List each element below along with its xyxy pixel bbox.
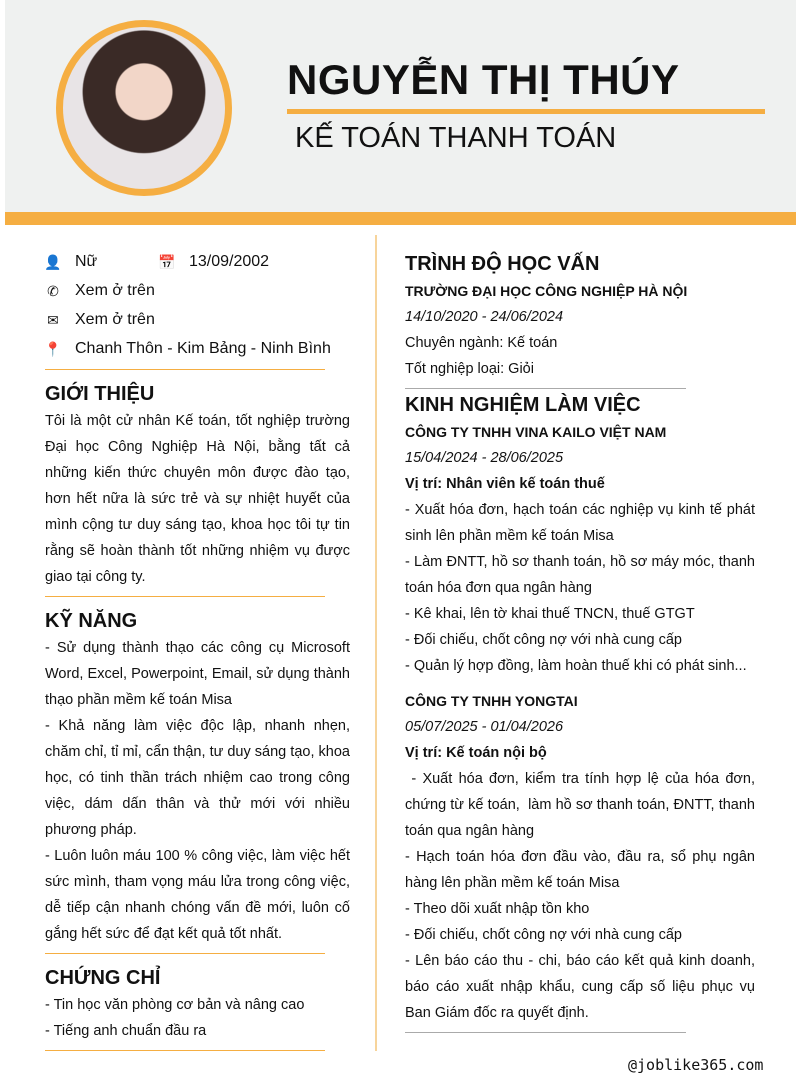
person-icon: 👤: [44, 253, 62, 270]
grade: Tốt nghiệp loại: Giỏi: [405, 361, 534, 377]
job-duty: - Lên báo cáo thu - chi, báo cáo kết quả kinh doanh, báo cáo xuất nhập khẩu, cung cấp số liệu phục vụ Ban Giám đốc ra quyết định.: [405, 953, 755, 1021]
job-duty: - Quản lý hợp đồng, làm hoàn thuế khi có phát sinh...: [405, 658, 747, 674]
job-duty: - Đối chiếu, chốt công nợ với nhà cung cấp: [405, 927, 682, 943]
accent-bar: [5, 212, 796, 225]
address: Chanh Thôn - Kim Bảng - Ninh Bình: [75, 339, 331, 357]
cert-item: - Tin học văn phòng cơ bản và nâng cao: [45, 997, 305, 1013]
job-duty: - Hạch toán hóa đơn đầu vào, đầu ra, sổ phụ ngân hàng lên phần mềm kế toán Misa: [405, 849, 755, 891]
name-underline: [287, 109, 765, 114]
intro-text: Tôi là một cử nhân Kế toán, tốt nghiệp trường Đại học Công Nghiệp Hà Nội, bằng tất cả những kiến thức chuyên môn được đào tạo, hơn hết nữa là sức trẻ và sự nhiệt huyết của mình cộng tư duy sáng tạo, khoa học tôi tự tin rằng sẽ hoàn thành tốt những nhiệm vụ được giao tại công ty.: [45, 413, 350, 585]
skill-item: - Sử dụng thành thạo các công cụ Microsoft Word, Excel, Powerpoint, Email, sử dụng thành thạo phần mềm kế toán Misa: [45, 640, 350, 708]
phone: Xem ở trên: [75, 281, 155, 299]
profile-photo: [56, 20, 232, 196]
job-duty: - Kê khai, lên tờ khai thuế TNCN, thuế GTGT: [405, 606, 695, 622]
gender: Nữ: [75, 252, 98, 270]
job-duty: - Theo dõi xuất nhập tồn kho: [405, 901, 590, 917]
job-dates: 05/07/2025 - 01/04/2026: [405, 719, 564, 735]
gender-birthday-row: [45, 247, 350, 276]
address-row: [45, 334, 350, 363]
divider: [405, 1032, 686, 1033]
email-row: [45, 305, 350, 334]
column-divider: [375, 235, 377, 1051]
skill-item: - Luôn luôn máu 100 % công việc, làm việc hết sức mình, tham vọng máu lửa trong công việc, dễ tiếp cận nhanh chóng vấn đề mới, luôn cố gắng hết sức để đạt kết quả tốt nhất.: [45, 848, 350, 942]
company-name: CÔNG TY TNHH VINA KAILO VIỆT NAM: [405, 424, 667, 440]
birthday: 13/09/2002: [189, 252, 270, 270]
job-title: KẾ TOÁN THANH TOÁN: [295, 122, 617, 154]
certs-heading: CHỨNG CHỈ: [45, 967, 161, 989]
major: Chuyên ngành: Kế toán: [405, 335, 558, 351]
school-name: TRƯỜNG ĐẠI HỌC CÔNG NGHIỆP HÀ NỘI: [405, 283, 688, 299]
job-position: Vị trí: Kế toán nội bộ: [405, 745, 547, 761]
phone-row: [45, 276, 350, 305]
phone-icon: ✆: [47, 282, 59, 299]
watermark: @joblike365.com: [628, 1056, 764, 1074]
divider: [45, 1050, 325, 1051]
skill-item: - Khả năng làm việc độc lập, nhanh nhẹn, chăm chỉ, tỉ mỉ, cẩn thận, tư duy sáng tạo, khoa học, có tinh thần trách nhiệm cao trong công việc, dám dấn thân và thử mới với nhiều phương pháp.: [45, 718, 350, 838]
education-heading: TRÌNH ĐỘ HỌC VẤN: [405, 253, 600, 275]
job-duty: - Đối chiếu, chốt công nợ với nhà cung cấp: [405, 632, 682, 648]
company-name: CÔNG TY TNHH YONGTAI: [405, 693, 578, 709]
divider: [405, 388, 686, 389]
job-duty: - Xuất hóa đơn, hạch toán các nghiệp vụ kinh tế phát sinh lên phần mềm kế toán Misa: [405, 502, 755, 544]
candidate-name: NGUYỄN THỊ THÚY: [287, 56, 680, 103]
cert-item: - Tiếng anh chuẩn đầu ra: [45, 1023, 207, 1039]
intro-heading: GIỚI THIỆU: [45, 383, 155, 405]
divider: [45, 596, 325, 597]
divider: [45, 369, 325, 370]
job-entry: [405, 688, 760, 1026]
job-duty: - Làm ĐNTT, hồ sơ thanh toán, hồ sơ máy móc, thanh toán hóa đơn qua ngân hàng: [405, 554, 755, 596]
left-column: [45, 247, 350, 1055]
job-entry: [405, 419, 755, 679]
job-dates: 15/04/2024 - 28/06/2025: [405, 450, 564, 466]
envelope-icon: ✉: [47, 311, 59, 328]
right-column: [405, 250, 760, 1035]
job-duty: - Xuất hóa đơn, kiểm tra tính hợp lệ của hóa đơn, chứng từ kế toán, làm hồ sơ thanh toán, ĐNTT, thanh toán qua ngân hàng: [405, 771, 760, 839]
calendar-icon: 📅: [158, 253, 176, 270]
location-pin-icon: 📍: [44, 340, 62, 357]
divider: [45, 953, 325, 954]
job-position: Vị trí: Nhân viên kế toán thuế: [405, 476, 605, 492]
experience-heading: KINH NGHIỆM LÀM VIỆC: [405, 394, 641, 416]
email: Xem ở trên: [75, 310, 155, 328]
skills-heading: KỸ NĂNG: [45, 610, 138, 632]
education-dates: 14/10/2020 - 24/06/2024: [405, 309, 564, 325]
